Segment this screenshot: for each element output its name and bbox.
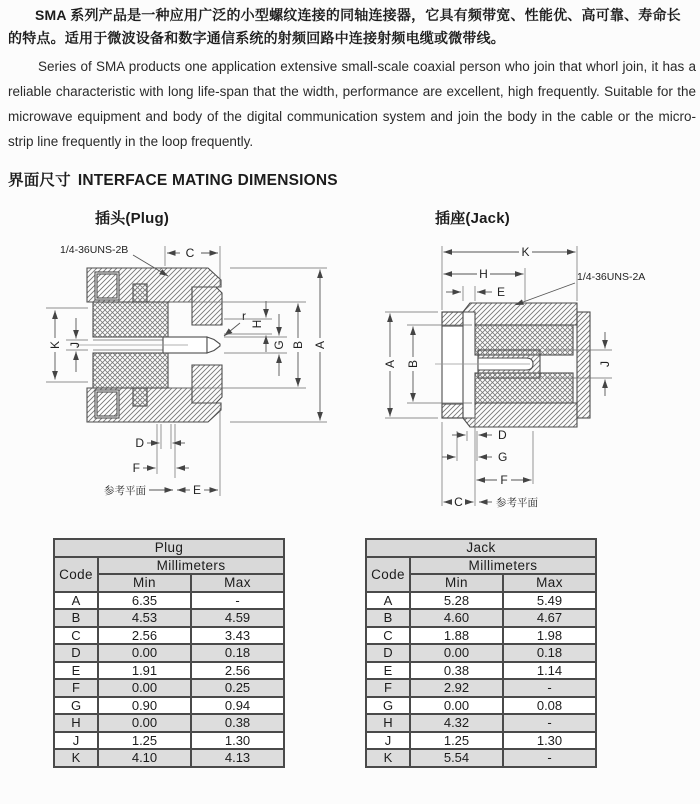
table-row (54, 697, 284, 715)
code-column-header: Code (366, 557, 410, 592)
plug-dim-label-D: D (135, 436, 144, 450)
plug-gasket-top (133, 284, 147, 302)
min-cell: 1.25 (98, 732, 191, 750)
min-column-header: Min (98, 574, 191, 592)
plug-dim-label-C: C (185, 246, 195, 260)
table-row (54, 732, 284, 750)
jack-thread-callout (515, 271, 645, 305)
jack-dimension-K (442, 245, 577, 310)
plug-table-title: Plug (54, 539, 284, 557)
min-cell: 2.56 (98, 627, 191, 645)
jack-dim-label-C: C (454, 495, 463, 509)
min-cell: 0.00 (410, 697, 503, 715)
plug-dim-label-J: J (68, 342, 82, 348)
jack-dim-label-B: B (406, 359, 420, 369)
jack-dim-label-F: F (500, 473, 508, 487)
jack-cross-section-diagram (380, 240, 700, 530)
section-heading-english: INTERFACE MATING DIMENSIONS (77, 172, 338, 189)
jack-rear-step (577, 312, 590, 418)
jack-dim-label-E: E (497, 285, 506, 299)
jack-dim-label-G: G (498, 450, 508, 464)
min-cell: 4.32 (410, 714, 503, 732)
min-cell: 4.53 (98, 609, 191, 627)
max-cell: - (503, 679, 596, 697)
min-cell: 2.92 (410, 679, 503, 697)
section-heading-chinese: 界面尺寸 (8, 172, 71, 189)
plug-insulator-bottom (93, 353, 168, 388)
jack-dimension-D (452, 428, 507, 442)
plug-interface-ring-bottom (192, 365, 222, 403)
table-row (366, 714, 596, 732)
max-cell: 0.18 (503, 644, 596, 662)
max-cell: - (503, 749, 596, 767)
plug-dimension-E (104, 483, 218, 497)
plug-body (76, 268, 222, 422)
table-header-row (54, 557, 284, 575)
jack-dimension-C (444, 495, 539, 509)
table-row (366, 732, 596, 750)
max-cell: 0.25 (191, 679, 284, 697)
code-cell: E (366, 662, 410, 680)
max-cell: 2.56 (191, 662, 284, 680)
table-row (366, 749, 596, 767)
plug-dimension-D (135, 436, 185, 450)
jack-dim-label-K: K (521, 245, 530, 259)
code-cell: D (366, 644, 410, 662)
min-cell: 0.90 (98, 697, 191, 715)
max-cell: 1.14 (503, 662, 596, 680)
min-cell: 5.28 (410, 592, 503, 610)
table-row (54, 644, 284, 662)
table-row (54, 609, 284, 627)
min-cell: 0.00 (98, 679, 191, 697)
table-row (366, 592, 596, 610)
table-row (54, 592, 284, 610)
code-cell: G (366, 697, 410, 715)
code-cell: A (366, 592, 410, 610)
plug-dim-label-F: F (132, 461, 140, 475)
table-row (366, 662, 596, 680)
max-column-header: Max (191, 574, 284, 592)
code-cell: H (366, 714, 410, 732)
plug-dim-label-G: G (272, 340, 286, 350)
plug-ref-plane-label: 参考平面 (104, 485, 146, 497)
table-row (366, 627, 596, 645)
section-heading (8, 168, 338, 190)
code-column-header: Code (54, 557, 98, 592)
table-row (366, 697, 596, 715)
jack-dimension-F (477, 473, 532, 487)
min-cell: 1.88 (410, 627, 503, 645)
min-cell: 4.60 (410, 609, 503, 627)
plug-interface-ring-top (192, 287, 222, 325)
table-row (366, 644, 596, 662)
table-row (54, 662, 284, 680)
intro-paragraph-english: Series of SMA products one application extensive small-scale coaxial person who join that whorl join, it has a reliable characteristic with long life-span that the width, performance are excellent, high frequently. Suitable for the microwave equipment and body of the digital communication system and join the body in the cable or the micro-strip line frequently in the loop frequently. (8, 59, 696, 149)
max-cell: 3.43 (191, 627, 284, 645)
jack-ref-plane-label: 参考平面 (496, 497, 538, 509)
code-cell: F (366, 679, 410, 697)
min-cell: 5.54 (410, 749, 503, 767)
min-cell: 0.00 (98, 644, 191, 662)
code-cell: D (54, 644, 98, 662)
jack-table-title: Jack (366, 539, 596, 557)
plug-figure-title: 插头(Plug) (95, 210, 170, 227)
code-cell: E (54, 662, 98, 680)
max-cell: 0.94 (191, 697, 284, 715)
table-header-row (366, 557, 596, 575)
plug-dimension-r (224, 309, 246, 336)
code-cell: K (366, 749, 410, 767)
jack-body (435, 303, 590, 427)
code-cell: A (54, 592, 98, 610)
min-cell: 0.00 (98, 714, 191, 732)
max-column-header: Max (503, 574, 596, 592)
min-column-header: Min (410, 574, 503, 592)
max-cell: 4.13 (191, 749, 284, 767)
plug-dimension-H (224, 301, 272, 352)
jack-flange (442, 312, 463, 418)
jack-dim-label-A: A (383, 359, 397, 369)
min-cell: 4.10 (98, 749, 191, 767)
max-cell: 1.30 (191, 732, 284, 750)
table-row (54, 749, 284, 767)
min-cell: 1.91 (98, 662, 191, 680)
plug-cross-section-diagram (30, 240, 350, 510)
table-row (366, 679, 596, 697)
min-cell: 1.25 (410, 732, 503, 750)
plug-insulator-top (93, 302, 168, 337)
plug-dim-label-E: E (192, 483, 202, 497)
code-cell: K (54, 749, 98, 767)
plug-gasket-bottom (133, 388, 147, 406)
plug-dim-label-A: A (313, 340, 327, 350)
max-cell: - (503, 714, 596, 732)
jack-dimensions-table (365, 538, 597, 768)
unit-column-header: Millimeters (410, 557, 596, 575)
max-cell: - (191, 592, 284, 610)
jack-thread-label: 1/4-36UNS-2A (577, 271, 646, 283)
plug-dim-label-K: K (48, 340, 62, 350)
jack-dimension-E (446, 285, 505, 301)
jack-dim-label-J: J (598, 361, 612, 367)
plug-dimensions-table (53, 538, 285, 768)
table-row (54, 679, 284, 697)
jack-figure-title: 插座(Jack) (435, 210, 510, 227)
code-cell: H (54, 714, 98, 732)
table-title-row (366, 539, 596, 557)
plug-thread-label: 1/4-36UNS-2B (60, 244, 129, 256)
plug-dim-label-r: r (242, 309, 246, 323)
code-cell: B (54, 609, 98, 627)
unit-column-header: Millimeters (98, 557, 284, 575)
code-cell: G (54, 697, 98, 715)
plug-dimension-F (133, 461, 189, 475)
plug-dim-label-H: H (250, 319, 264, 329)
plug-dim-label-B: B (291, 340, 305, 350)
code-cell: J (366, 732, 410, 750)
max-cell: 1.98 (503, 627, 596, 645)
jack-dimension-H (444, 267, 526, 301)
min-cell: 0.00 (410, 644, 503, 662)
max-cell: 5.49 (503, 592, 596, 610)
table-row (366, 609, 596, 627)
code-cell: C (54, 627, 98, 645)
min-cell: 6.35 (98, 592, 191, 610)
max-cell: 4.67 (503, 609, 596, 627)
jack-dim-label-H: H (479, 267, 488, 281)
code-cell: B (366, 609, 410, 627)
max-cell: 4.59 (191, 609, 284, 627)
max-cell: 0.18 (191, 644, 284, 662)
max-cell: 1.30 (503, 732, 596, 750)
code-cell: F (54, 679, 98, 697)
table-title-row (54, 539, 284, 557)
max-cell: 0.38 (191, 714, 284, 732)
max-cell: 0.08 (503, 697, 596, 715)
min-cell: 0.38 (410, 662, 503, 680)
table-row (54, 714, 284, 732)
code-cell: C (366, 627, 410, 645)
code-cell: J (54, 732, 98, 750)
intro-paragraph-chinese: SMA 系列产品是一种应用广泛的小型螺纹连接的同轴连接器，它具有频带宽、性能优、高可靠、寿命长的特点。适用于微波设备和数字通信系统的射频回路中连接射频电缆或微带线。 (8, 7, 681, 46)
table-row (54, 627, 284, 645)
jack-dim-label-D: D (498, 428, 507, 442)
